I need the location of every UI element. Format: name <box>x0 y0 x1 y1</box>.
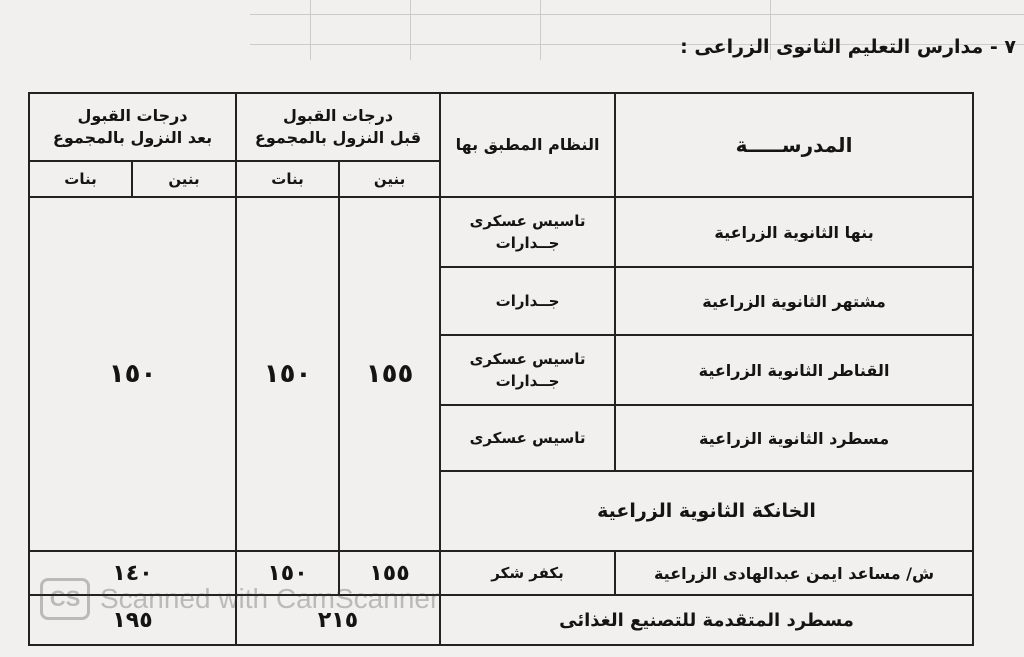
school-name: بنها الثانوية الزراعية <box>615 197 973 267</box>
system-cell <box>440 197 615 267</box>
system-line1: تاسيس عسكرى <box>469 350 586 368</box>
schools-table <box>28 92 974 646</box>
system-cell <box>440 267 615 335</box>
header-before-line1: درجات القبول <box>282 106 394 125</box>
header-after-girls: بنات <box>29 161 132 197</box>
header-after-line1: درجات القبول <box>77 106 188 125</box>
system-cell <box>440 335 615 405</box>
header-system: النظام المطبق بها <box>440 93 615 197</box>
system-line2: جــدارات <box>495 372 560 390</box>
school-name: مشتهر الثانوية الزراعية <box>615 267 973 335</box>
kafr-score-before-boys: ١٥٥ <box>339 551 440 595</box>
system-line1: تاسيس عسكرى <box>469 212 586 230</box>
system-line1: تاسيس عسكرى <box>469 429 586 447</box>
food-school: مسطرد المتقدمة للتصنيع الغذائى <box>440 595 973 645</box>
kafr-system: بكفر شكر <box>440 551 615 595</box>
kafr-school: ش/ مساعد ايمن عبدالهادى الزراعية <box>615 551 973 595</box>
school-name: مسطرد الثانوية الزراعية <box>615 405 973 471</box>
kafr-score-before-girls: ١٥٠ <box>236 551 339 595</box>
food-score-after: ١٩٥ <box>29 595 236 645</box>
header-after-line2: بعد النزول بالمجموع <box>52 128 213 147</box>
watermark-text: Scanned with CamScanner <box>100 583 440 614</box>
header-before-girls: بنات <box>236 161 339 197</box>
score-before-girls-group: ١٥٠ <box>236 197 339 551</box>
system-line2: جــدارات <box>495 234 560 252</box>
header-before-boys: بنين <box>339 161 440 197</box>
system-cell <box>440 405 615 471</box>
camscanner-watermark <box>40 578 439 620</box>
kafr-score-after: ١٤٠ <box>29 551 236 595</box>
header-school: المدرســـــة <box>615 93 973 197</box>
header-before-scores <box>236 93 440 161</box>
khanka-school: الخانكة الثانوية الزراعية <box>440 471 973 551</box>
section-heading: ٧ - مدارس التعليم الثانوى الزراعى : <box>680 36 1016 58</box>
score-before-boys-group: ١٥٥ <box>339 197 440 551</box>
header-after-scores <box>29 93 236 161</box>
header-after-boys: بنين <box>132 161 236 197</box>
camscanner-icon: CS <box>40 578 90 620</box>
school-name: القناطر الثانوية الزراعية <box>615 335 973 405</box>
food-score-before: ٢١٥ <box>236 595 440 645</box>
system-line1: جــدارات <box>495 292 560 310</box>
header-before-line2: قبل النزول بالمجموع <box>254 128 422 147</box>
score-after-group: ١٥٠ <box>29 197 236 551</box>
